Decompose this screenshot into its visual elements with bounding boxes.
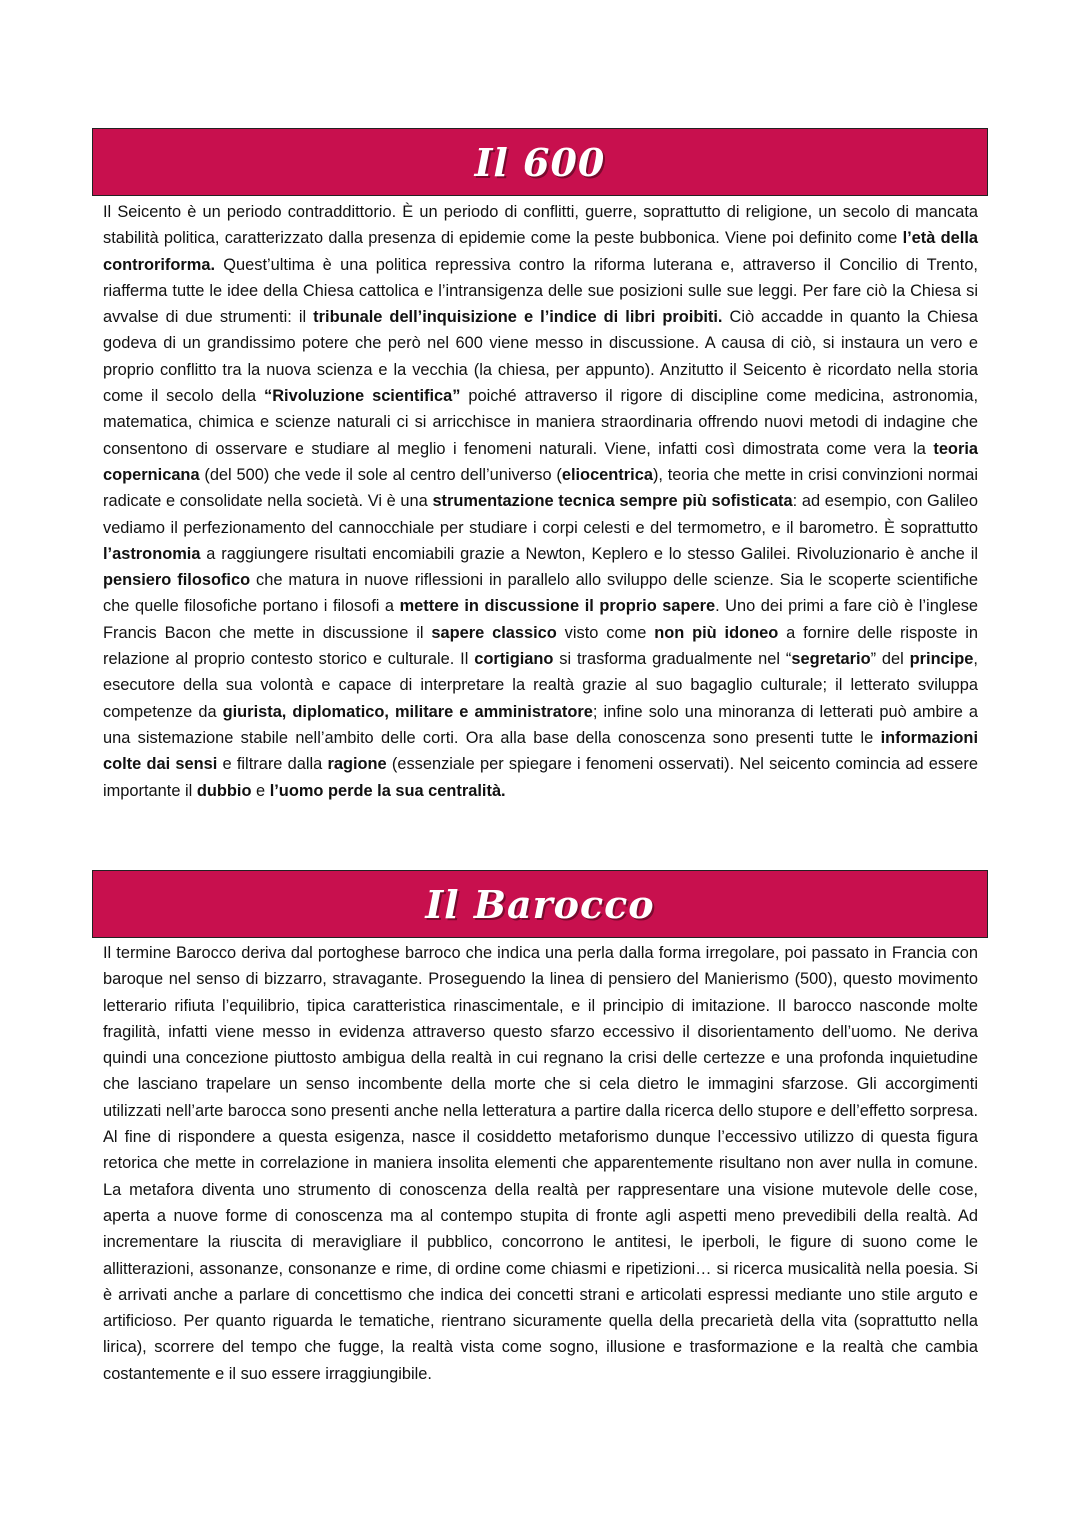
- text-segment: Il termine Barocco deriva dal portoghese barroco che indica una perla dalla forma irregolare, poi passato in Francia con baroque nel senso di bizzarro, stravagante. Proseguendo la linea di pensiero del Manierismo (500), questo movimento letterario rifiuta l’equilibrio, tipica caratteristica rinascimentale, e il principio di imitazione. Il barocco nasconde molte fragilità, infatti viene messo in evidenza attraverso questo sfarzo eccessivo il disorientamento dell’uomo. Ne deriva quindi una concezione piuttosto ambigua della realtà in cui regnano la crisi delle certezze e una profonda inquietudine che lasciano trapelare un senso incombente della morte che si cela dietro le immagini sfarzose. Gli accorgimenti utilizzati nell’arte barocca sono presenti anche nella letteratura a partire dalla ricerca dello stupore e dell’effetto sorpresa. Al fine di rispondere a questa esigenza, nasce il cosiddetto metaforismo dunque l’eccessivo utilizzo di questa figura retorica che mette in correlazione in maniera insolita elementi che apparentemente risultano non aver nulla in comune. La metafora diventa uno strumento di conoscenza della realtà per rappresentare una visione mutevole delle cose, aperta a nuove forme di conoscenza ma al contempo stupita di fronte agli aspetti meno prevedibili della realtà. Ad incrementare la riuscita di meravigliare il pubblico, concorrono le antitesi, le iperboli, le figure di suono come le allitterazioni, assonanze, consonanze e rime, di ordine come chiasmi e ripetizioni… si ricerca musicalità nella poesia. Si è arrivati anche a parlare di concettismo che indica dei concetti strani e articolati espressi mediante uno stile arguto e artificioso. Per quanto riguarda le tematiche, rientrano sicuramente quella della precarietà della vita (soprattutto nella lirica), scorrere del tempo che fugge, la realtà vista come sogno, illusione e trasformazione e la realtà che cambia costantemente e il suo essere irraggiungibile.: [103, 944, 978, 1383]
- text-segment: Il Seicento è un periodo contraddittorio. È un periodo di conflitti, guerre, soprattutto di religione, un secolo di mancata stabilità politica, caratterizzato dalla presenza di epidemie come la peste bubbonica. Viene poi definito come: [103, 203, 978, 248]
- section-banner-600: [92, 128, 988, 196]
- bold-text-segment: l’uomo perde la sua centralità.: [269, 781, 506, 800]
- text-segment: e: [251, 781, 270, 800]
- text-segment: ; infine solo una minoranza di letterati può ambire a una sistemazione stabile nell’ambito delle corti. Ora alla base della conoscenza sono presenti tutte le: [103, 702, 978, 747]
- bold-text-segment: principe: [909, 650, 974, 669]
- text-segment: (essenziale per spiegare i fenomeni osservati). Nel seicento comincia ad essere importante il: [103, 755, 978, 800]
- text-segment: , esecutore della sua volontà e capace di interpretare la realtà grazie al suo bagaglio culturale; il letterato sviluppa competenze da: [103, 650, 978, 721]
- text-segment: a fornire delle risposte in relazione al proprio contesto storico e culturale. Il: [103, 623, 978, 669]
- text-segment: si trasforma gradualmente nel “: [553, 650, 792, 669]
- section-body-600: [103, 199, 978, 804]
- bold-text-segment: l’astronomia: [103, 544, 201, 563]
- section-title-barocco: Il Barocco: [425, 881, 655, 927]
- bold-text-segment: cortigiano: [474, 650, 554, 669]
- text-segment: Ciò accadde in quanto la Chiesa godeva di un grandissimo potere che però nel 600 viene messo in discussione. A causa di ciò, si instaura un vero e proprio conflitto tra la nuova scienza e la vecchia (la chiesa, per appunto). Anzitutto il Seicento è ricordato nella storia come il secolo della: [103, 308, 978, 406]
- bold-text-segment: segretario: [791, 650, 871, 669]
- section-body-barocco: [103, 940, 978, 1387]
- text-segment: e filtrare dalla: [217, 755, 328, 774]
- text-segment: : ad esempio, con Galileo vediamo il perfezionamento del cannocchiale per studiare i corpi celesti e del termometro, e il barometro. È soprattutto: [103, 492, 978, 537]
- bold-text-segment: giurista, diplomatico, militare e amministratore: [222, 702, 593, 721]
- text-segment: ), teoria che mette in crisi convinzioni normai radicate e consolidate nella società. Vi è una: [103, 465, 978, 511]
- text-segment: . Uno dei primi a fare ciò è l’inglese Francis Bacon che mette in discussione il: [103, 597, 978, 642]
- bold-text-segment: ragione: [327, 755, 387, 774]
- bold-text-segment: informazioni colte dai sensi: [103, 728, 978, 774]
- bold-text-segment: sapere classico: [431, 623, 557, 642]
- bold-text-segment: strumentazione tecnica sempre più sofisticata: [432, 492, 793, 511]
- text-segment: che matura in nuove riflessioni in parallelo allo sviluppo delle scienze. Sia le scoperte scientifiche che quelle filosofiche portano i filosofi a: [103, 571, 978, 616]
- section-banner-barocco: [92, 870, 988, 938]
- text-segment: (del 500) che vede il sole al centro dell’universo (: [199, 465, 562, 484]
- bold-text-segment: l’età della controriforma.: [103, 229, 978, 274]
- bold-text-segment: pensiero filosofico: [103, 571, 251, 590]
- text-segment: Quest’ultima è una politica repressiva contro la riforma luterana e, attraverso il Concilio di Trento, riafferma tutte le idee della Chiesa cattolica e l’intransigenza delle sue posizioni sulle sue leggi. Per fare ciò la Chiesa si avvalse di due strumenti: il: [103, 255, 978, 327]
- bold-text-segment: tribunale dell’inquisizione e l’indice di libri proibiti.: [313, 308, 723, 327]
- bold-text-segment: “Rivoluzione scientifica”: [264, 387, 461, 406]
- bold-text-segment: dubbio: [196, 781, 252, 800]
- text-segment: visto come: [556, 623, 655, 642]
- bold-text-segment: mettere in discussione il proprio sapere: [399, 597, 716, 616]
- text-segment: poiché attraverso il rigore di discipline come medicina, astronomia, matematica, chimica e scienze naturali ci si arricchisce in maniera straordinaria offrendo nuovi metodi di indagine che consentono di osservare e studiare al meglio i fenomeni naturali. Viene, infatti così dimostrata come vera la: [103, 387, 979, 458]
- bold-text-segment: non più idoneo: [654, 623, 779, 642]
- bold-text-segment: eliocentrica: [561, 465, 653, 484]
- section-title-600: Il 600: [474, 139, 606, 185]
- text-segment: ” del: [870, 650, 910, 669]
- text-segment: a raggiungere risultati encomiabili grazie a Newton, Keplero e lo stesso Galilei. Rivoluzionario è anche il: [200, 544, 978, 563]
- bold-text-segment: teoria copernicana: [103, 439, 978, 484]
